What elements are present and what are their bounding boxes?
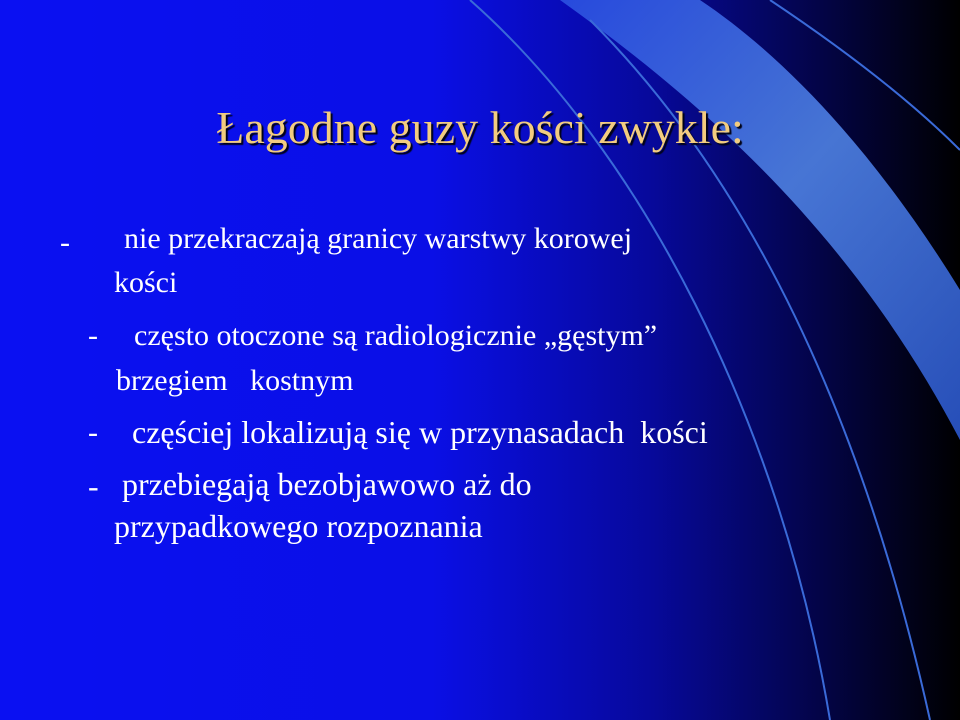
bullet-4-line-2: przypadkowego rozpoznania — [114, 508, 483, 544]
bullet-1-line-2: kości — [114, 266, 178, 299]
bullet-2-line-1: często otoczone są radiologicznie „gęstym” — [134, 319, 658, 352]
bullet-dash: - — [88, 319, 98, 352]
bullet-4-line-1: przebiegają bezobjawowo aż do — [122, 466, 532, 502]
bullet-3-line-1: częściej lokalizują się w przynasadach kości — [132, 414, 708, 450]
bullet-1-line-1: nie przekraczają granicy warstwy korowej — [124, 222, 633, 255]
bullet-dash: - — [88, 468, 99, 504]
bullet-dash: - — [60, 226, 70, 259]
bullet-dash: - — [88, 416, 98, 449]
bullet-2-line-2: brzegiem kostnym — [116, 364, 354, 397]
slide-title: Łagodne guzy kości zwykle: — [216, 102, 744, 153]
